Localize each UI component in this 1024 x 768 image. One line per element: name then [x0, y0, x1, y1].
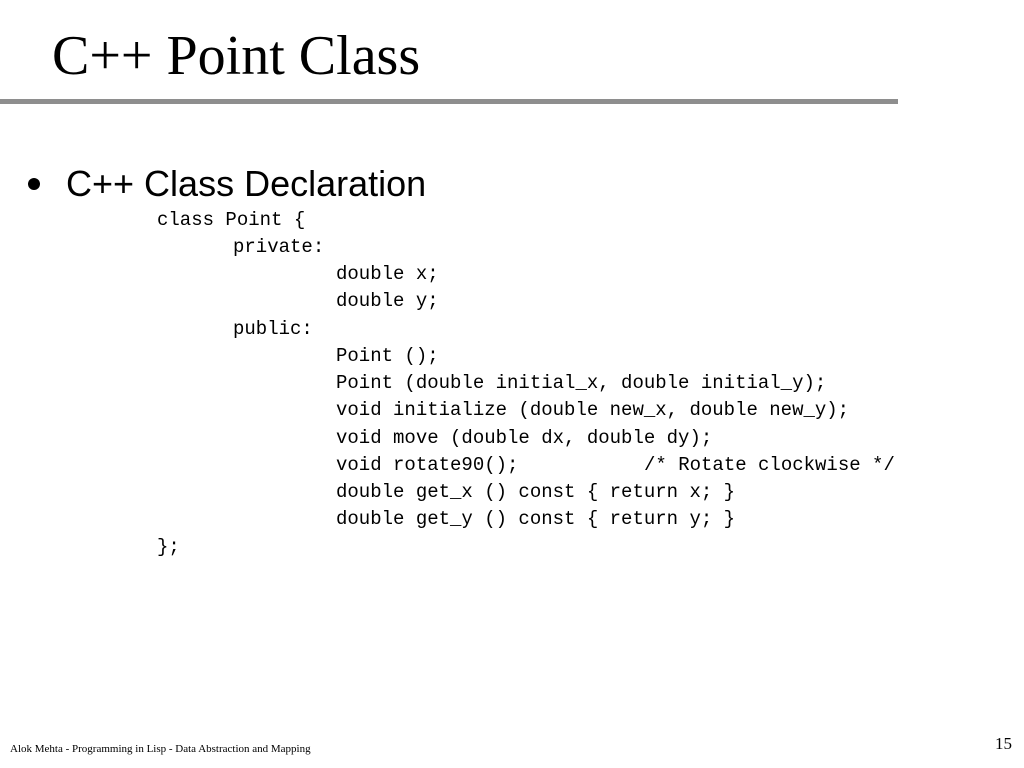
code-line: Point (); [336, 345, 439, 367]
code-comment: /* Rotate clockwise */ [644, 454, 895, 476]
code-line: class Point { [157, 209, 306, 231]
bullet-item [28, 162, 426, 206]
code-line: double y; [336, 290, 439, 312]
code-line: }; [157, 536, 180, 558]
code-comment-row [0, 452, 1024, 479]
code-line: public: [233, 318, 313, 340]
code-line: double get_y () const { return y; } [336, 508, 736, 530]
code-line: private: [233, 236, 325, 258]
code-line: double get_x () const { return x; } [336, 481, 736, 503]
code-line: Point (double initial_x, double initial_y); [336, 372, 827, 394]
title-divider [0, 99, 898, 104]
code-line: double x; [336, 263, 439, 285]
page-number: 15 [995, 734, 1012, 753]
slide-title: C++ Point Class [52, 25, 421, 87]
code-line: void rotate90(); [336, 454, 519, 476]
footer-text: Alok Mehta - Programming in Lisp - Data Abstraction and Mapping [10, 743, 311, 755]
code-line: void initialize (double new_x, double new_y); [336, 399, 850, 421]
bullet-dot-icon [28, 178, 40, 190]
code-line: void move (double dx, double dy); [336, 427, 713, 449]
bullet-text: C++ Class Declaration [66, 163, 427, 204]
